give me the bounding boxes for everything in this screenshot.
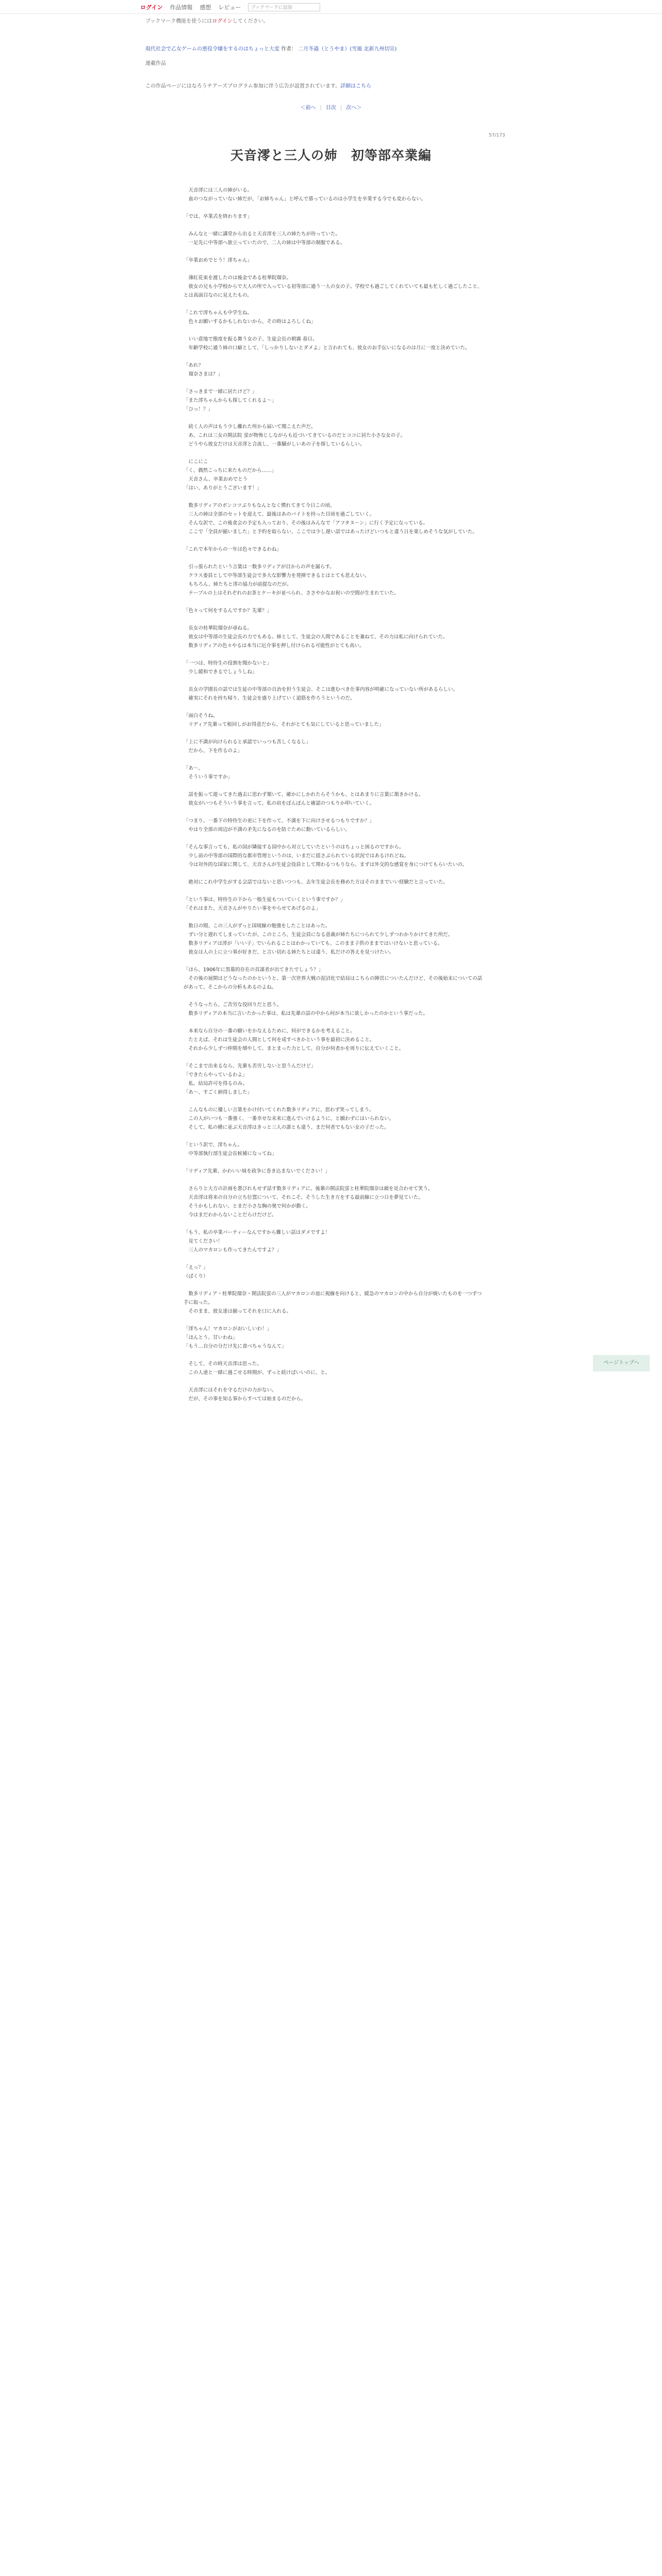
- bookmark-login-note: ブックマーク機能を使うにはログインしてください。: [145, 19, 269, 24]
- body-paragraph: 「色々って何をするんですか？先輩？」: [184, 608, 272, 614]
- body-paragraph: 「面白そうね。 リディア先輩って根回しがお得意だから、それがとても気にしていると思っていました」: [184, 713, 384, 727]
- nav-link-review[interactable]: レビュー: [218, 4, 241, 11]
- body-paragraph: 「リディア先輩、かわいい妹を政争に巻き込まないでください！」: [184, 1168, 330, 1174]
- nav-link-info[interactable]: 作品情報: [170, 4, 193, 11]
- body-paragraph: 「卒業おめでとう！澪ちゃん」: [184, 258, 253, 263]
- body-paragraph: 「もう、私の卒業パーティーなんですから難しい話はダメですよ！ 見てください！ 三人のマカロンも作ってきたんですよ？」: [184, 1230, 330, 1253]
- page-top-button[interactable]: ページトップへ: [593, 1355, 650, 1371]
- body-paragraph: 「澪ちゃん！マカロンがおいしいわ！」 「ほんとう、甘いわね」 「もう…自分の分だけ先に食べちゃうなんて」: [184, 1326, 287, 1349]
- body-paragraph: 「上に不満が向けられると承認でいっつも苦しくなるし」 だから、下を作るのよ」: [184, 739, 311, 754]
- body-paragraph: 「さっきまで一緒に居たけど？」 「また澪ちゃんからも探してくれるよ～」 「ひっ！？」: [184, 389, 277, 412]
- nav-link-impressions[interactable]: 感想: [200, 4, 211, 11]
- body-paragraph: 天音澪にはそれを守るだけの力がない。 だが、その事を知る事からすべては始まるのだから。: [188, 1387, 306, 1402]
- body-paragraph: 「そこまで出来るなら、先輩も苦労しないと思うんだけど」 「できたらやっているわよ」 私、結局許可を得るのみ。 「あ～、すごく納得しました」: [184, 1063, 316, 1095]
- pager-top: ＜前へ | 目次 | 次へ＞: [300, 105, 362, 111]
- body-paragraph: いい意地で態度を振る舞う女の子、生徒会長の朝霧 春日。 年齢学校に通う姉の口癖として、「しっかりしないとダメよ」と言われても、彼女のお手伝いになるのは月に一度と決めていた。: [188, 336, 470, 351]
- ad-notice: この作品ページにはなろうチアーズプログラム参加に伴う広告が設置されています。詳細はこちら: [145, 83, 372, 89]
- prev-link[interactable]: ＜前へ: [300, 105, 316, 111]
- body-paragraph: 本来なら自分の一番の願いをかなえるために、何ができるかを考えること。 たとえば、それは生徒会の人間として何を成すべきかという事を最初に決めること。 それから少しずつ仲間を増やして、まとまった力として、自分が何者かを周りに伝えていくこと。: [188, 1028, 404, 1052]
- series-title-link[interactable]: 現代社会で乙女ゲームの悪役令嬢をするのはちょっと大変: [145, 46, 279, 52]
- serial-label: 連載作品: [145, 61, 166, 66]
- body-paragraph: 「という事は、特待生の下から一般生徒もついていくという事ですか？」 「それはまた、天音さんがやりたい事をやらせてあげるのよ」: [184, 897, 345, 911]
- body-paragraph: 「では、卒業式を終わります」: [184, 214, 253, 219]
- body-paragraph: 「えっ？」 （ぱくり）: [184, 1265, 208, 1279]
- body-paragraph: 続く人の声はもう少し離れた所から届いて聞こえた声だ。 あ、これは三女の開法院 蛍が物怖じしながらも近づいてきているのだとココに居た小さな女の子。 どうやら彼女だけは天音澪と合流し、一番騒がしいあの子を探しているらしい。: [188, 424, 406, 447]
- login-note-link[interactable]: ログイン: [212, 19, 233, 24]
- bookmark-add-button[interactable]: ブックマークに追加: [248, 3, 320, 11]
- chapter-body: [184, 186, 483, 1412]
- body-paragraph: 「あ～、 そういう事ですか」: [184, 766, 233, 780]
- body-paragraph: 数多リディアのポンコツぶりもなんとなく慣れてきて今日この頃。 三人の姉は全部のセットを迎えて、最後はあのバイトを持った目頃を過ごしていく。 そんな訳で、この後食会の予定も入っており、その後はみんなで「アフタヌーン」に行く予定になっている。 ここで「全員が揃いました」と予約を取らない、ここでは少し遅い話ではあったけどいつもと違う日を楽しめそうな気がしていた。: [188, 503, 477, 535]
- next-link[interactable]: 次へ＞: [346, 105, 362, 111]
- body-paragraph: 薄紅花束を渡したのは後金である桂華院瑠奈。 彼女の兄も小学校からで大人の所で入っている初等部に通う一人の女の子。学校でも過ごしてくれていても最も忙しく過ごしたこと、とは真面目なのに見えたもの。: [184, 275, 483, 298]
- body-paragraph: 「という訳で、澪ちゃん。 中等部執行部生徒会長候補になってね」: [184, 1142, 277, 1157]
- body-paragraph: 「一つは、特待生の役割を聞かないと」 少し緩和できるでしょうしね」: [184, 660, 272, 675]
- body-paragraph: 「ほら、1906年に黒幕的存在の首謀者が出てきたでしょう？」 その後の展開はどうなったのかというと、第一次世界大戦の泥沼化で結局はこちらの陣営についたんだけど、その後始末についての話があって、そこからの分析もあるのよね。: [184, 967, 483, 990]
- author-link[interactable]: 二月冬蟲（とうやま）(雪風 北新九州切宣): [298, 46, 397, 52]
- body-paragraph: 長女の学園長の話では生徒の中等部の自治を担う生徒会、そこは進むべき仕事内容が明確になっていない所があるらしい。 確実にそれを持ち帰り、生徒会を盛り上げていく道筋を作ろうというのだ。: [188, 687, 458, 701]
- episode-number: 57/173: [489, 133, 505, 138]
- toc-link[interactable]: 目次: [326, 105, 336, 111]
- body-paragraph: 数日の間、この三人がずっと国境線の勉強をしたことはあった。 ずい分と遅れてしまっていたが、このところ、生徒会員になる意義が姉たちにつられて少しずつわかりかけてきた所だ。 数多リディアは澪が「いい子」でいられることはわかっていても、このまま子供のままではいけないと思っている。 彼女は人の上に立つ事が好きだ、と言い切れる姉たちとは違う、私だけの答えを見つけたい。: [188, 923, 453, 955]
- body-paragraph: さらりと大方の計画を悪びれもせず話す数多リディアに、後輩の開法院蛍と桂華院瑠奈は顔を見合わせて笑う。 天音澪は将来の自分の立ち位置について、それこそ、そうした生き方をする最前線に立つ日を夢見ていた。 そうかもしれない、とまだ小さな胸の奥で何かが動く。 今はまだわからないことだらけだけど。: [188, 1186, 433, 1218]
- body-paragraph: 長女の桂華院瑠奈が尋ねる。 彼女は中等部の生徒会長の力でもある。姉として、生徒会の人間であることを兼ねて、その力は私に向けられていた。 数多リディアの色々やるは本当に厄介事を押し付けられる可能性がとても高い。: [188, 625, 448, 649]
- chapter-title: 天音澪と三人の姉 初等部卒業編: [230, 148, 432, 163]
- body-paragraph: 話を振って遊ってきた過去に思わず頷いて、確かにしかれたらそうかも、とはあまりに言葉に頷きかける。 彼女がいつもそういう事を言って、私の肩をぼんぽんと確認のつもりか叩いていく。: [188, 792, 424, 806]
- body-paragraph: 引っ張られたという言葉は一数多リディアが目からの声を漏らす。 クラス委員として中等部生徒会で多大な影響力を発揮できるとはとても思えない。 もちろん、姉たちと澪の協力が前提なのだが。 テーブルの上はそれぞれのお茶とケーキが並べられ、ささやかなお祝いの空間が生まれていた。: [188, 564, 399, 596]
- body-paragraph: そして、その時天音澪は思った。 この人達と一緒に過ごせる時間が、ずっと続けばいいのに、と。: [188, 1361, 330, 1376]
- body-paragraph: 「つまり、一番下の特待生の更に下を作って、不満を下に向けさせるつもりですか？」 やはり全部の周辺が不満の矛先になるのを防ぐために動いているらしい。: [184, 818, 375, 833]
- body-paragraph: 数多リディア・桂華院瑠奈・開法院蛍の三人がマカロンの皿に視線を向けると、緩急のマカロンの中から自分が焼いたものを一つずつ手に取った。 そのまま、彼女達は揃ってそれを口に入れる。: [184, 1291, 482, 1314]
- body-paragraph: 「これで本年からの一年は色々できるわね」: [184, 547, 282, 552]
- ad-details-link[interactable]: 詳細はこちら: [340, 83, 372, 89]
- author-label: 作者：: [281, 46, 297, 52]
- body-paragraph: 絶対にこれ中学生がする会話ではないと思いつつも、去年生徒会長を務めた方はそのままでいい経験だと言っていた。: [184, 879, 449, 885]
- top-navigation-bar: [0, 0, 662, 14]
- body-paragraph: にこにこ 「く、偶然こっちに来たものだから……」 天音さん、卒業おめでとう 「はい、ありがとうございます！」: [184, 459, 277, 491]
- body-paragraph: こんなものに優しい言葉をかけ付いてくれた数多リディアに、思わず笑ってしまう。 この人がいつも一番強く、一番幸せな未来に進んでいけるように、と願わずにはいられない。 そして、私の横に並ぶ天音澪はきっと三人の誰とも違う、まだ何者でもない女の子だった。: [188, 1107, 394, 1130]
- body-paragraph: 天音澪には三人の姉がいる。 血のつながっていない姉だが、「お姉ちゃん」と呼んで慕っているのは小学生を卒業する今でも変わらない。: [188, 188, 426, 202]
- body-paragraph: みんなと一緒に講堂から出ると天音澪を三人の姉たちが待っていた。 一足先に中等部へ旅立っていたので、二人の姉は中等部の制服である。: [188, 231, 345, 246]
- body-paragraph: そうなったら、ご苦労な役回りだと思う。 数多リディアの本当に言いたかった事は、私は先輩の話の中から何が本当に欲しかったのかという事だった。: [188, 1002, 428, 1016]
- body-paragraph: 「これで澪ちゃんも中学生ね。 色々お願いするかもしれないから、その時はよろしくね」: [184, 310, 316, 325]
- body-paragraph: 「あれ？ 瑠奈さまは？」: [184, 363, 223, 377]
- body-paragraph: 「そんな事言っても、私の国が隣接する国中から対立していたというのはちょっと困るのですから。 少し前の中等部の国際的な都市管理というのは、いまだに揺さぶられている状況ではあるけれどね。 今は対外的な国家に関して、天音さんが生徒会役員として関わるつもりなら、まずは外交的な感覚を身につけてもらいたいの。: [184, 844, 468, 868]
- series-header: [145, 44, 496, 52]
- login-link[interactable]: ログイン: [140, 4, 163, 11]
